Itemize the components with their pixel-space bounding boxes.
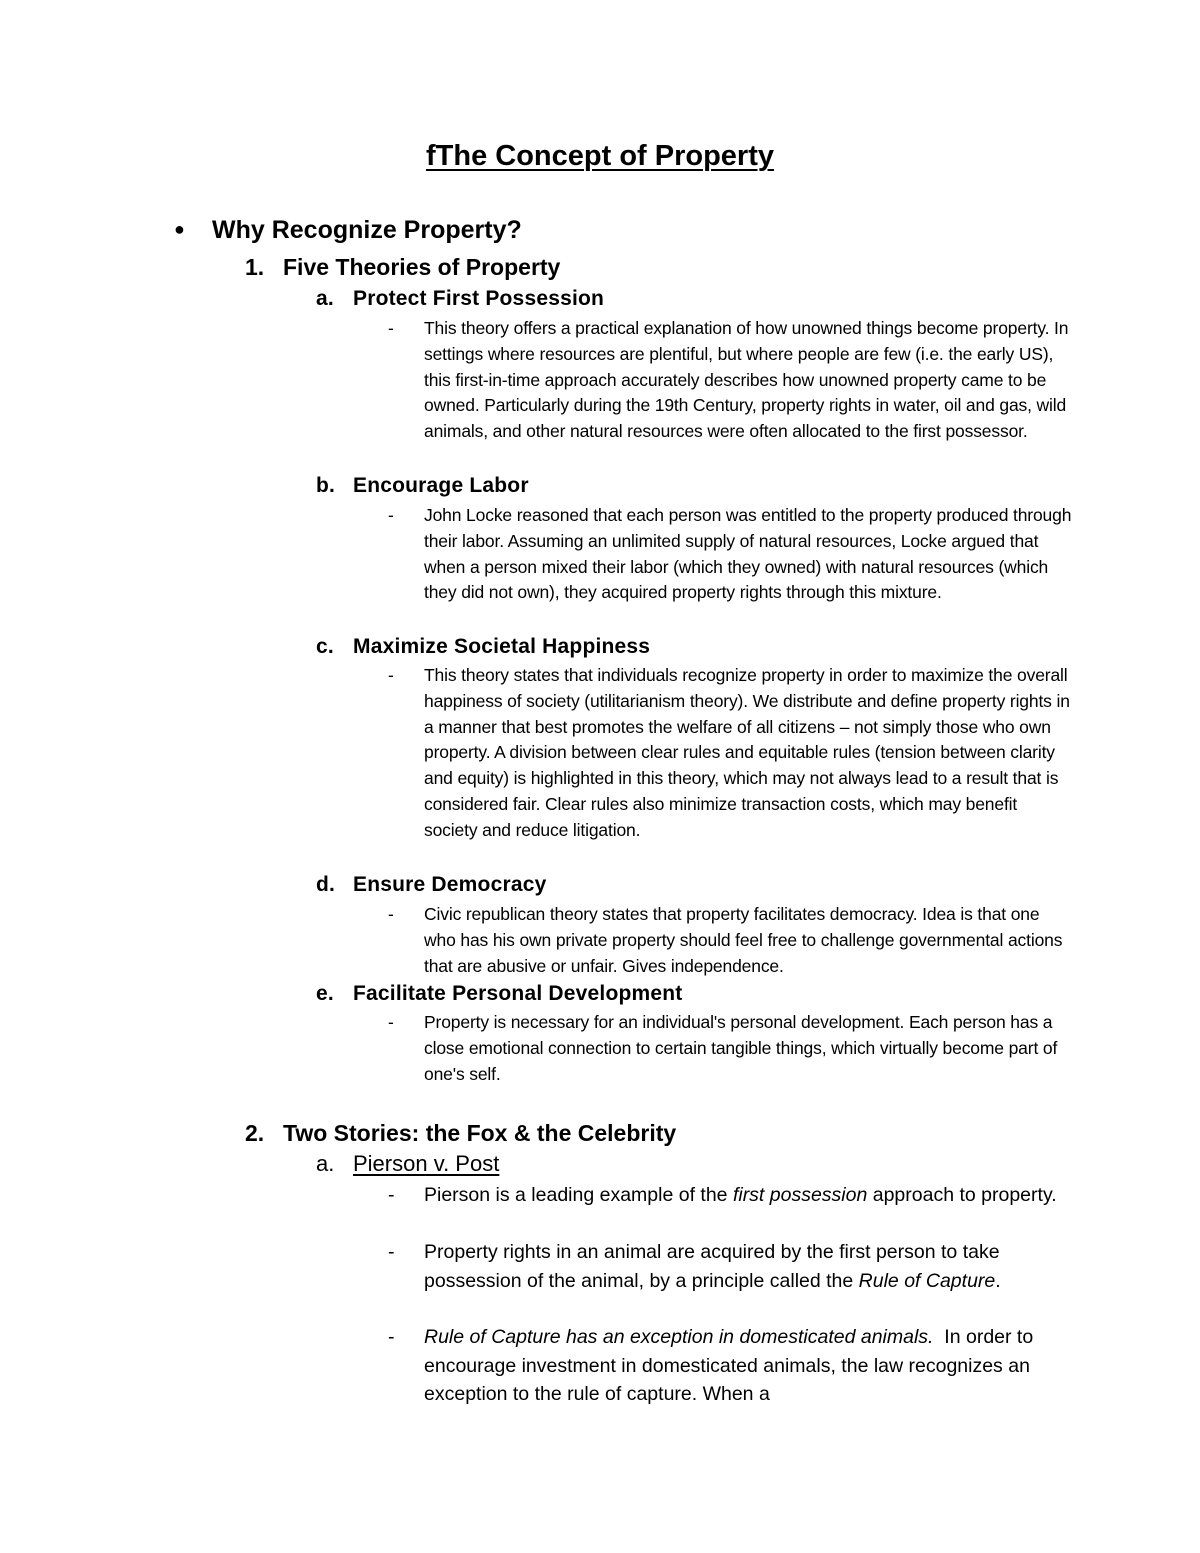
theory-letter: e.: [316, 982, 334, 1005]
part-heading: [245, 1120, 676, 1147]
theory-letter: b.: [316, 474, 336, 497]
part-number: 2.: [245, 1120, 265, 1146]
theory-letter: c.: [316, 635, 334, 658]
case-note-text: approach to property.: [867, 1184, 1057, 1206]
theory-description-text: Property is necessary for an individual's personal development. Each person has a close emotional connection to certain tangible things, which virtually become part of one's self.: [424, 1012, 1058, 1084]
theory-description-text: This theory offers a practical explanation of how unowned things become property. In settings where resources are plentiful, but where people are few (i.e. the early US), this first-in-time approach accurately describes how unowned property came to be owned. Particularly during the 19th Century, property rights in water, oil and gas, wild animals, and other natural resources were often allocated to the first possessor.: [424, 318, 1069, 442]
theory-description-text: This theory states that individuals recognize property in order to maximize the overall happiness of society (utilitarianism theory). We distribute and define property rights in a manner that best promotes the welfare of all citizens – not simply those who own property. A division between clear rules and equitable rules (tension between clarity and equity) is highlighted in this theory, which may not always lead to a result that is considered fair. Clear rules also minimize transaction costs, which may benefit society and reduce litigation.: [424, 665, 1070, 840]
theory-letter: d.: [316, 873, 336, 896]
dash-marker: -: [388, 1241, 395, 1263]
case-note-text: Property rights in an animal are acquired by the first person to take possession of the animal, by a principle called the: [424, 1241, 1000, 1292]
section-heading: [174, 216, 522, 245]
case-note-italic: first possession: [732, 1184, 868, 1206]
dash-marker: -: [388, 904, 394, 924]
case-heading: [316, 1151, 499, 1177]
case-note: [388, 1323, 1074, 1409]
section-heading-text: Why Recognize Property?: [212, 216, 522, 244]
theory-heading-text: Protect First Possession: [353, 287, 605, 310]
dash-marker: -: [388, 1012, 394, 1032]
theory-description: [388, 503, 1074, 606]
theory-description: [388, 1010, 1074, 1087]
case-letter: a.: [316, 1151, 335, 1176]
case-note-text: In order to encourage investment in domesticated animals, the law recognizes an exception to the rule of capture. When a: [424, 1326, 1039, 1405]
part-heading-text: Five Theories of Property: [283, 254, 561, 280]
theory-description: [388, 902, 1074, 979]
case-note: [388, 1181, 1074, 1210]
theory-heading: [316, 982, 682, 1006]
part-heading-text: Two Stories: the Fox & the Celebrity: [283, 1120, 677, 1146]
theory-heading: [316, 474, 529, 498]
part-number: 1.: [245, 254, 265, 280]
theory-heading: [316, 873, 546, 897]
case-note-italic: Rule of Capture: [858, 1269, 996, 1292]
page-title: fThe Concept of Property: [425, 140, 774, 172]
theory-heading-text: Encourage Labor: [353, 474, 529, 497]
bullet-icon: ●: [174, 219, 185, 239]
dash-marker: -: [388, 505, 394, 525]
dash-marker: -: [388, 665, 394, 685]
theory-description-text: John Locke reasoned that each person was entitled to the property produced through their labor. Assuming an unlimited supply of natural resources, Locke argued that when a person mixed their labor (which they owned) with natural resources (which they did not own), they acquired property rights through this mixture.: [424, 505, 1072, 603]
theory-heading-text: Facilitate Personal Development: [353, 982, 683, 1005]
part-heading: [245, 254, 560, 281]
dash-marker: -: [388, 1184, 395, 1206]
dash-marker: -: [388, 1326, 395, 1348]
case-note-text: Pierson is a leading example of the: [424, 1184, 733, 1206]
theory-description: [388, 316, 1074, 445]
case-name: Pierson v. Post: [353, 1151, 500, 1176]
theory-heading: [316, 635, 650, 659]
theory-letter: a.: [316, 287, 334, 310]
theory-heading: [316, 287, 604, 311]
theory-description-text: Civic republican theory states that property facilitates democracy. Idea is that one who has his own private property should feel free to challenge governmental actions that are abusive or unfair. Gives independence.: [424, 904, 1063, 976]
dash-marker: -: [388, 318, 394, 338]
theory-heading-text: Maximize Societal Happiness: [353, 635, 651, 658]
theory-description: [388, 663, 1074, 844]
theory-heading-text: Ensure Democracy: [353, 873, 547, 896]
case-note-italic: Rule of Capture has an exception in domesticated animals.: [424, 1326, 934, 1348]
case-note-text: .: [995, 1269, 1001, 1292]
case-note: [388, 1238, 1074, 1295]
